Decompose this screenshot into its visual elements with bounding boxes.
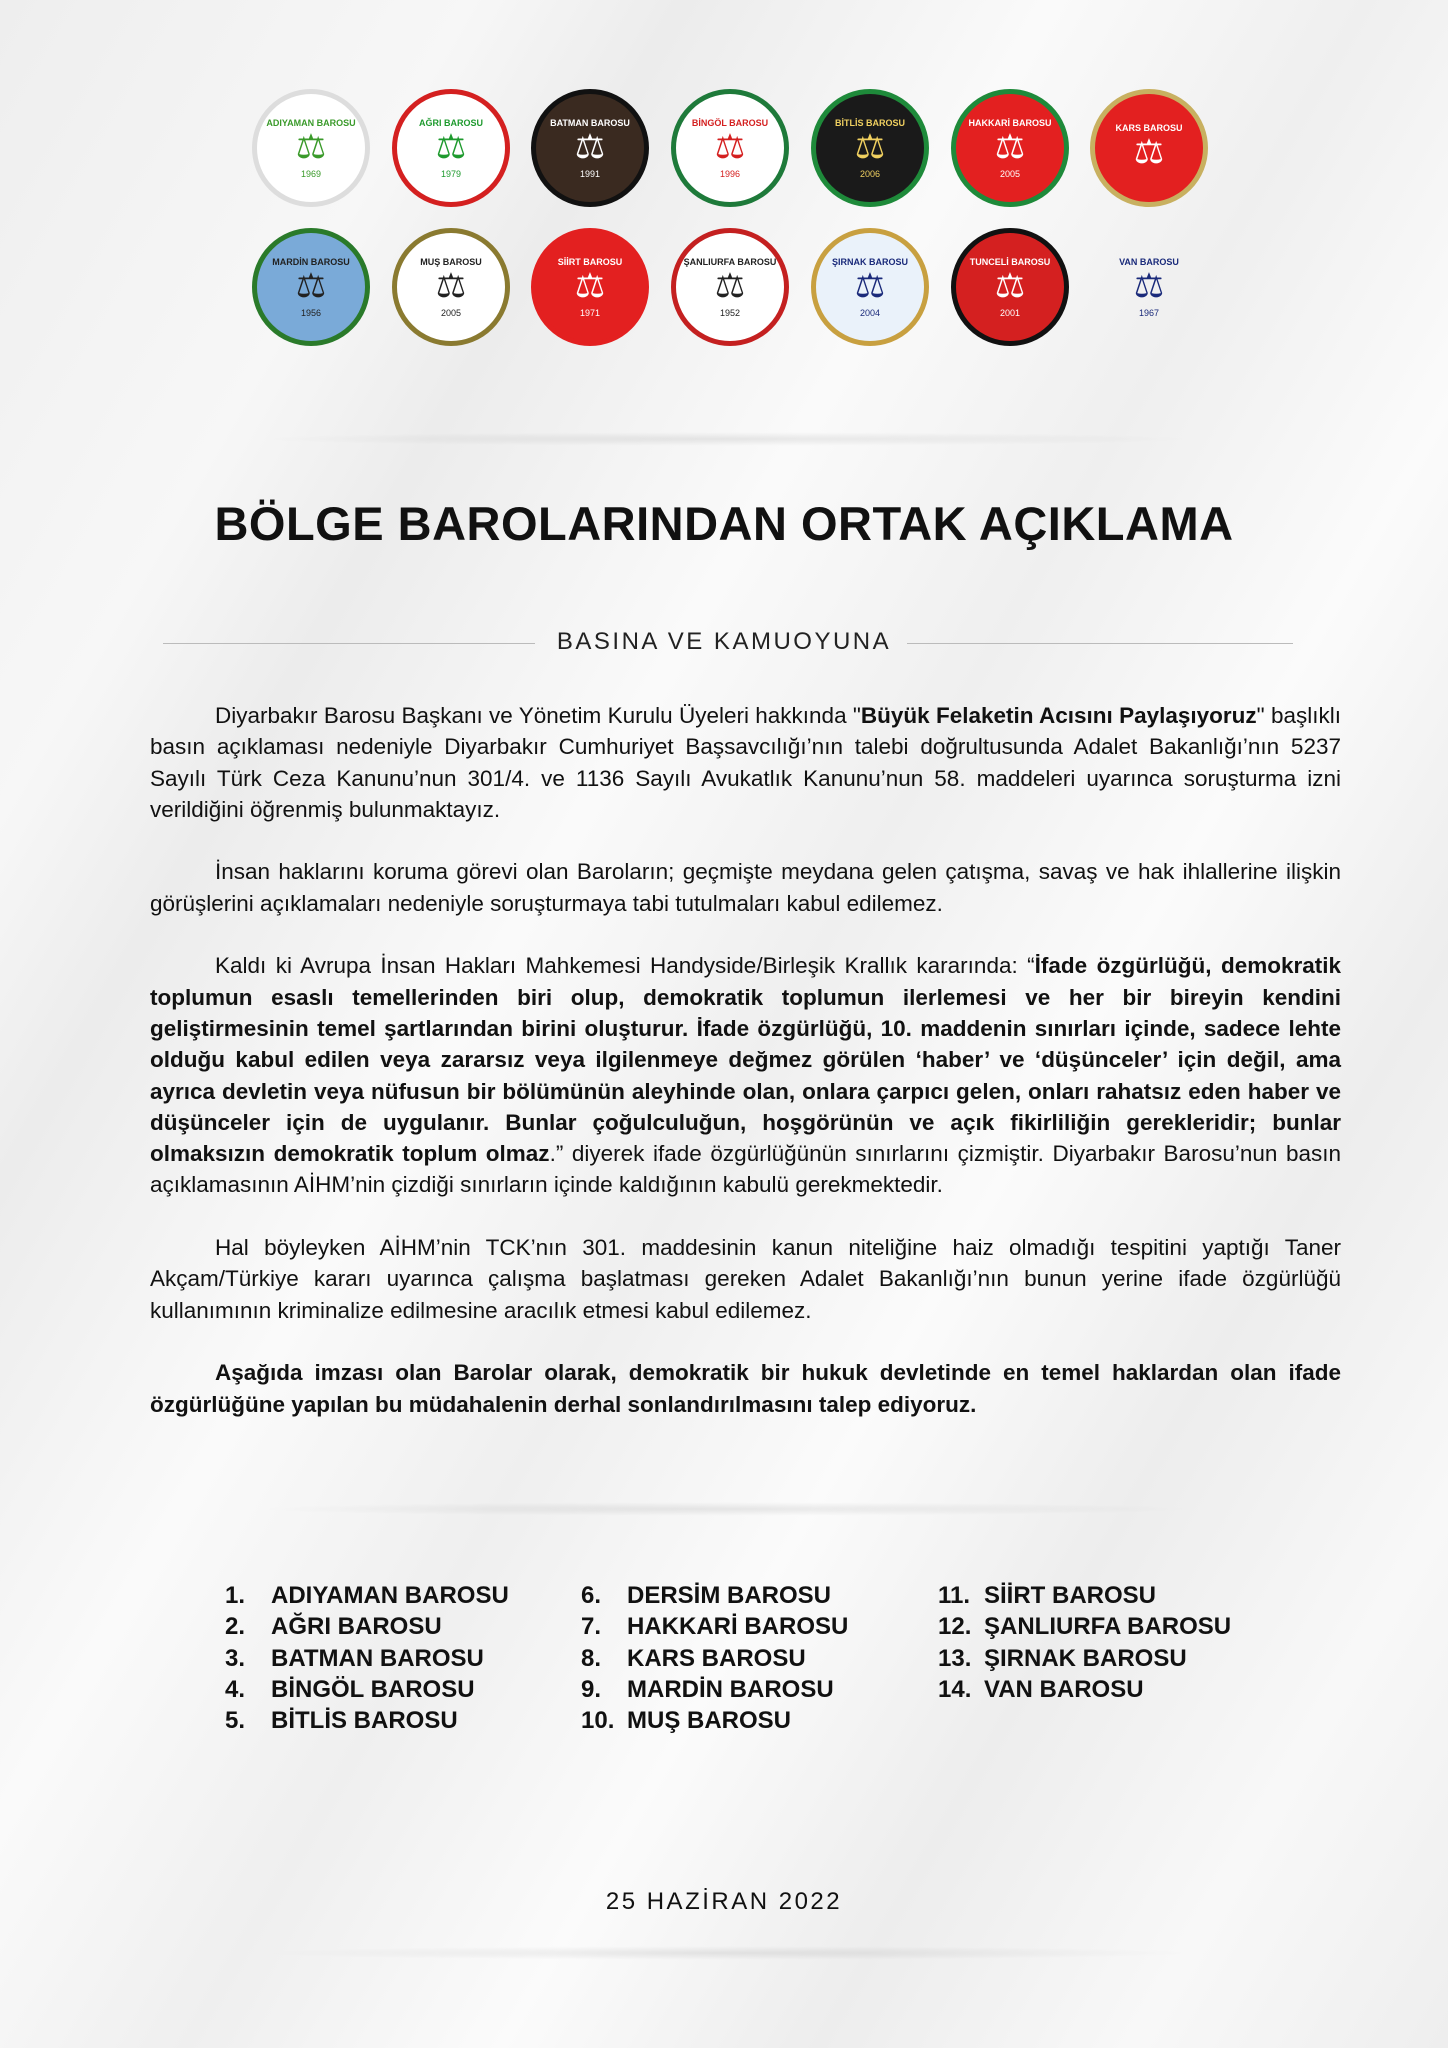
- divider: [250, 1502, 1200, 1516]
- list-item: [225, 1643, 509, 1674]
- paragraph: Kaldı ki Avrupa İnsan Hakları Mahkemesi Handyside/Birleşik Krallık kararında: “İfade özgürlüğü, demokratik toplumun esaslı temellerinden biri olup, demokratik toplumun ilerlemesi ve her bir bireyin kendini geliştirmesinin temel şartlarından birini oluşturur. İfade özgürlüğü, 10. maddenin sınırları içinde, sadece lehte olduğu kabul edilen veya zararsız veya ilgilenmeye değmez görülen ‘haber’ ve ‘düşünceler’ için değil, ama ayrıca devletin veya nüfusun bir bölümünün aleyhinde olan, onlara çarpıcı gelen, onları rahatsız eden haber ve düşünceler için de uygulanır. Bunlar çoğulculuğun, hoşgörünün ve açık fikirliliğin gerekleridir; bunlar olmaksızın demokratik toplum olmaz.” diyerek ifade özgürlüğünün sınırlarını çizmiştir. Diyarbakır Barosu’nun basın açıklamasının AİHM’nin çizdiği sınırların içinde kaldığının kabulü gerekmektedir.: [150, 953, 1342, 1198]
- bar-name: HAKKARİ BAROSU: [627, 1613, 849, 1641]
- scales-icon: ⚖: [714, 266, 746, 305]
- item-number: 14.: [938, 1675, 972, 1703]
- date: 25 HAZİRAN 2022: [605, 1888, 843, 1915]
- scales-icon: ⚖: [574, 266, 606, 305]
- item-number: 5.: [225, 1707, 246, 1735]
- bar-name: MUŞ BAROSU: [627, 1707, 792, 1735]
- logo-name: ADIYAMAN BAROSU: [266, 117, 356, 128]
- logo-name: MUŞ BAROSU: [420, 256, 482, 267]
- list-item: [581, 1705, 848, 1736]
- page-title: BÖLGE BAROLARINDAN ORTAK AÇIKLAMA: [214, 497, 1234, 550]
- logo-6: [951, 89, 1069, 207]
- bar-name: DERSİM BAROSU: [627, 1582, 832, 1609]
- item-number: 2.: [225, 1613, 246, 1641]
- logo-name: ŞIRNAK BAROSU: [831, 256, 908, 267]
- list-item: [225, 1580, 509, 1611]
- list-item: [581, 1580, 848, 1611]
- logo-year: 1967: [1138, 307, 1160, 318]
- scales-icon: ⚖: [994, 127, 1026, 166]
- scales-icon: ⚖: [1133, 266, 1165, 305]
- logo-year: 2001: [999, 307, 1021, 318]
- logo-name: MARDİN BAROSU: [272, 256, 350, 267]
- signatories-column: [581, 1580, 848, 1736]
- scales-icon: ⚖: [714, 127, 746, 166]
- logo-year: 1991: [579, 168, 601, 179]
- logo-10: [531, 228, 649, 346]
- divider: [250, 432, 1200, 446]
- scales-icon: ⚖: [1133, 132, 1165, 171]
- logo-11: [671, 228, 789, 346]
- logo-4: [671, 89, 789, 207]
- logo-year: 1956: [300, 307, 322, 318]
- item-number: 7.: [581, 1613, 602, 1641]
- statement-body: [150, 700, 1341, 1451]
- list-item: [938, 1580, 1231, 1611]
- scales-icon: ⚖: [854, 127, 886, 166]
- bar-name: MARDİN BAROSU: [627, 1675, 834, 1703]
- paragraph: Aşağıda imzası olan Barolar olarak, demokratik bir hukuk devletinde en temel haklardan olan ifade özgürlüğüne yapılan bu müdahalenin derhal sonlandırılmasını talep ediyoruz.: [150, 1360, 1341, 1417]
- paragraph: İnsan haklarını koruma görevi olan Baroların; geçmişte meydana gelen çatışma, savaş ve hak ihlallerine ilişkin görüşlerini açıklamaları nedeniyle soruşturmaya tabi tutulmaları kabul edilemez.: [150, 859, 1341, 916]
- logo-name: SİİRT BAROSU: [557, 256, 623, 267]
- logo-2: [392, 89, 510, 207]
- item-number: 12.: [938, 1613, 972, 1641]
- logo-name: VAN BAROSU: [1119, 256, 1179, 267]
- bar-name: BİNGÖL BAROSU: [271, 1675, 475, 1703]
- logo-8: [252, 228, 370, 346]
- paragraph: Diyarbakır Barosu Başkanı ve Yönetim Kurulu Üyeleri hakkında "Büyük Felaketin Acısını Paylaşıyoruz" başlıklı basın açıklaması nedeniyle Diyarbakır Cumhuriyet Başsavcılığı’nın talebi doğrultusunda Adalet Bakanlığı’nın 5237 Sayılı Türk Ceza Kanunu’nun 301/4. ve 1136 Sayılı Avukatlık Kanunu’nun 58. maddeleri uyarınca soruşturma izni verildiğini öğrenmiş bulunmaktayız.: [150, 703, 1342, 822]
- subtitle: BASINA VE KAMUOYUNA: [556, 628, 892, 655]
- logo-name: TUNCELİ BAROSU: [969, 256, 1051, 267]
- paragraph: Hal böyleyken AİHM’nin TCK’nın 301. maddesinin kanun niteliğine haiz olmadığı tespitini yaptığı Taner Akçam/Türkiye kararı uyarınca çalışma başlatması gereken Adalet Bakanlığı’nın bunun yerine ifade özgürlüğü kullanımının kriminalize edilmesine aracılık etmesi kabul edilemez.: [150, 1235, 1341, 1323]
- logo-9: [392, 228, 510, 346]
- bar-name: AĞRI BAROSU: [271, 1613, 442, 1641]
- scales-icon: ⚖: [574, 127, 606, 166]
- logo-year: 2006: [859, 168, 881, 179]
- logo-13: [951, 228, 1069, 346]
- bar-name: ŞANLIURFA BAROSU: [984, 1613, 1232, 1641]
- item-number: 6.: [581, 1582, 602, 1609]
- logo-name: AĞRI BAROSU: [418, 117, 483, 128]
- item-number: 13.: [938, 1644, 972, 1672]
- list-item: [225, 1705, 509, 1736]
- scales-icon: ⚖: [295, 127, 327, 166]
- item-number: 10.: [581, 1707, 615, 1735]
- item-number: 9.: [581, 1675, 602, 1703]
- bar-name: ADIYAMAN BAROSU: [271, 1582, 509, 1609]
- bar-name: BATMAN BAROSU: [271, 1644, 484, 1672]
- logo-name: HAKKARİ BAROSU: [968, 117, 1052, 128]
- item-number: 8.: [581, 1644, 602, 1672]
- list-item: [938, 1611, 1231, 1642]
- scales-icon: ⚖: [994, 266, 1026, 305]
- logo-name: BİNGÖL BAROSU: [691, 117, 769, 128]
- list-item: [225, 1611, 509, 1642]
- item-number: 3.: [225, 1644, 246, 1672]
- scales-icon: ⚖: [295, 266, 327, 305]
- signatories-column: [225, 1580, 509, 1736]
- logo-year: 1952: [719, 307, 741, 318]
- logo-year: 2005: [440, 307, 462, 318]
- logo-7: [1090, 89, 1208, 207]
- logo-year: 2004: [859, 307, 881, 318]
- logo-name: BATMAN BAROSU: [550, 117, 630, 128]
- item-number: 1.: [225, 1582, 246, 1609]
- bar-name: KARS BAROSU: [627, 1644, 806, 1672]
- list-item: [581, 1643, 848, 1674]
- item-number: 4.: [225, 1675, 246, 1703]
- logo-year: 1969: [300, 168, 322, 179]
- list-item: [938, 1674, 1231, 1705]
- bar-name: BİTLİS BAROSU: [271, 1707, 458, 1735]
- item-number: 11.: [938, 1582, 971, 1609]
- logo-year: 1996: [719, 168, 741, 179]
- logo-name: KARS BAROSU: [1115, 122, 1183, 133]
- signatories-column: [938, 1580, 1231, 1705]
- scales-icon: ⚖: [435, 127, 467, 166]
- logo-year: 2005: [999, 168, 1021, 179]
- list-item: [225, 1674, 509, 1705]
- logo-name: ŞANLIURFA BAROSU: [683, 256, 777, 267]
- logo-name: BİTLİS BAROSU: [834, 117, 905, 128]
- list-item: [581, 1674, 848, 1705]
- logo-year: 1979: [440, 168, 462, 179]
- list-item: [581, 1611, 848, 1642]
- bar-name: ŞIRNAK BAROSU: [984, 1644, 1187, 1672]
- scales-icon: ⚖: [854, 266, 886, 305]
- list-item: [938, 1643, 1231, 1674]
- bar-name: SİİRT BAROSU: [984, 1582, 1157, 1609]
- logo-1: [252, 89, 370, 207]
- logo-12: [811, 228, 929, 346]
- logo-3: [531, 89, 649, 207]
- logo-5: [811, 89, 929, 207]
- logo-14: [1090, 228, 1208, 346]
- logo-year: 1971: [579, 307, 601, 318]
- bar-name: VAN BAROSU: [984, 1675, 1144, 1703]
- divider: [250, 1946, 1200, 1960]
- scales-icon: ⚖: [435, 266, 467, 305]
